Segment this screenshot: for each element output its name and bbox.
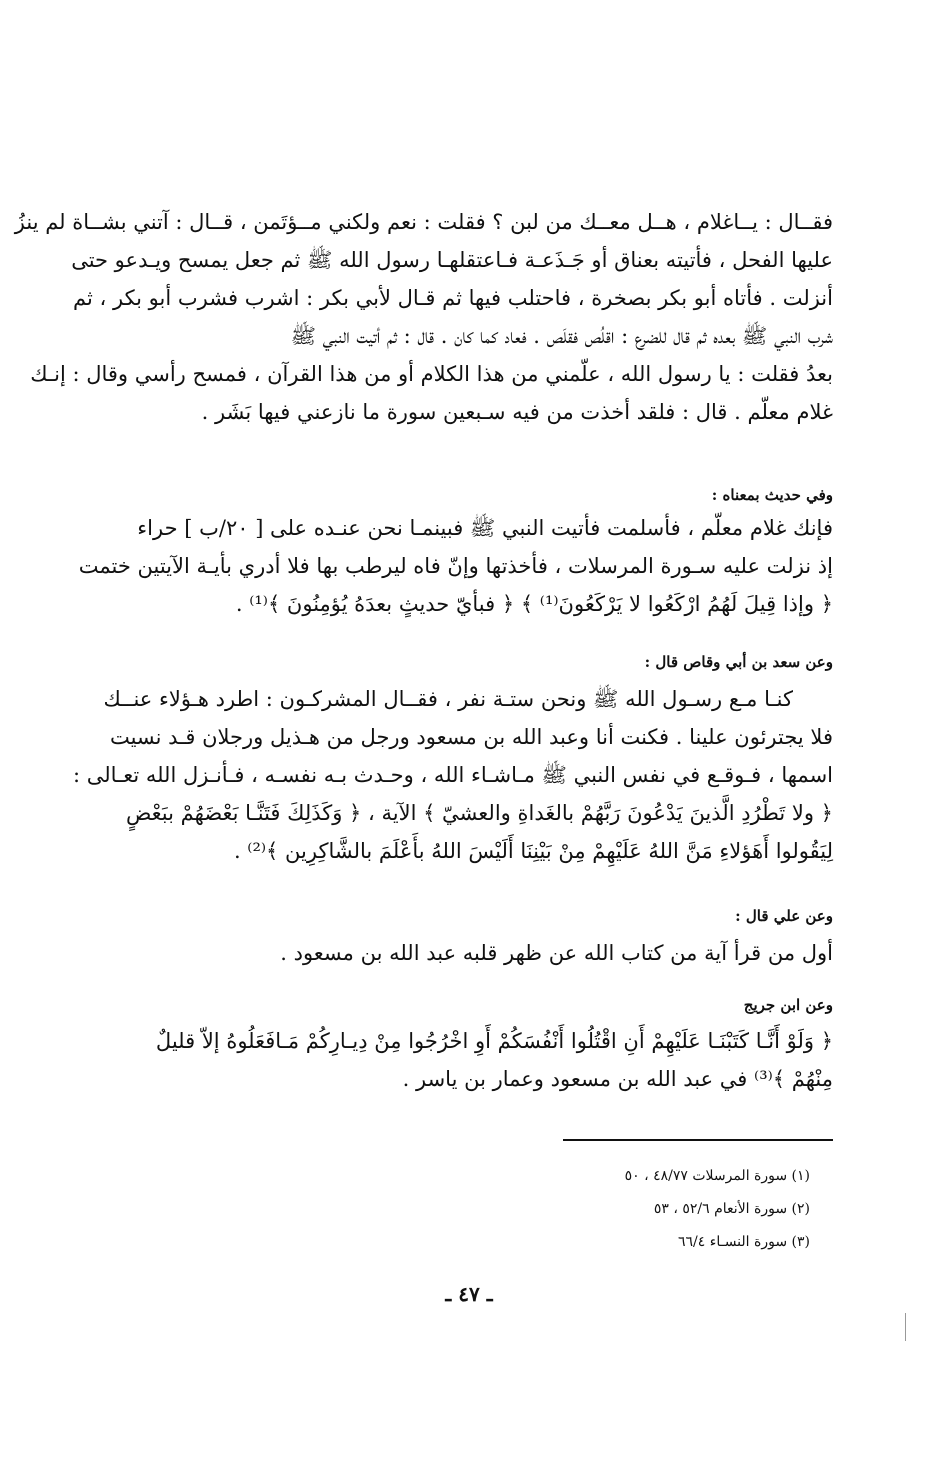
footnotes xyxy=(500,1160,810,1259)
text-line: اسمها ، فـوقـع في نفس النبي ﷺ مـاشـاء الله ، وحـدث بـه نفسـه ، فـأنـزل الله تعـالى : xyxy=(72,763,833,787)
paragraph-2 xyxy=(78,509,833,623)
text-line: أول من قرأ آية من كتاب الله عن ظهر قلبه عبد الله بن مسعود . xyxy=(280,941,833,965)
text-line: بعدُ فقلت : يا رسول الله ، علّمني من هذا الكلام أو من هذا القرآن ، فمسح رأسي وقال : إنـك xyxy=(30,362,833,386)
section-heading: وعن سعد بن أبي وقاص قال : xyxy=(644,653,833,671)
text-line: أنزلت . فأتاه أبو بكر بصخرة ، فاحتلب فيها ثم قـال لأبي بكر : اشرب فشرب أبو بكر ، ثم xyxy=(73,286,833,310)
text-line: فلا يجترئون علينا . فكنت أنا وعبد الله بن مسعود ورجل من هـذيل ورجلان قـد نسيت xyxy=(109,725,833,749)
text-line: مِنْهُمْ ﴾⁽³⁾ في عبد الله بن مسعود وعمار بن ياسر . xyxy=(402,1067,833,1091)
section-heading: وعن علي قال : xyxy=(735,907,833,925)
footnote-item: (٢) سورة الأنعام ٥٢/٦ ، ٥٣ xyxy=(653,1201,810,1217)
paragraph-4 xyxy=(158,934,833,972)
page-number: ـ ٤٧ ـ xyxy=(445,1282,493,1306)
text-line: كنـا مـع رسـول الله ﷺ ونحن ستـة نفر ، فقــال المشركـون : اطرد هـؤلاء عنــك xyxy=(103,687,793,711)
text-line: فقــال : يــاغلام ، هــل معــك من لبن ؟ فقلت : نعم ولكني مــؤتَمن ، قــال : آتني بشــاة لم ينزُ xyxy=(14,210,833,234)
text-line: ﴿ ولا تَطْرُدِ الَّذينَ يَدْعُونَ رَبَّهُمْ بالغَداةِ والعشيّ ﴾ الآية ، ﴿ وَكَذَلِكَ فَتَنَّـا بَعْضَهُمْ ببَعْضٍ xyxy=(125,801,833,825)
scan-edge-mark xyxy=(905,1313,906,1341)
footnote-divider xyxy=(563,1139,833,1141)
paragraph-1 xyxy=(14,203,833,431)
text-line: عليها الفحل ، فأتيته بعناق أو جَـذَعـة فـاعتقلهـا رسول الله ﷺ ثم جعل يمسح ويـدعو حتى xyxy=(71,248,833,272)
text-line: ﴿ وَلَوْ أَنَّـا كَتَبْنَـا عَلَيْهِمْ أَنِ اقْتُلُوا أَنْفُسَكُمْ أَوِ اخْرُجُوا مِنْ دِيـارِكُمْ مَـافَعَلُوهُ إلاّ قليلٌ xyxy=(155,1029,833,1053)
section-heading: وفي حديث بمعناه : xyxy=(711,486,833,504)
footnote-item: (٣) سورة النسـاء ٦٦/٤ xyxy=(678,1234,810,1250)
text-line: شرب النبي ﷺ بعده ثم قال للضرع : اقلُص فقلَص . فعاد كما كان . قال : ثم أتيت النبي ﷺ xyxy=(290,324,833,348)
text-line: لِيَقُولوا أَهَؤلاءِ مَنَّ اللهُ عَلَيْهِمْ مِنْ بَيْنِنَا أَلَيْسَ اللهُ بأَعْلَمَ بالشَّاكِرِين ﴾⁽²⁾ . xyxy=(233,839,833,863)
section-heading: وعن ابن جريج xyxy=(743,996,833,1014)
footnote-item: (١) سورة المرسلات ٤٨/٧٧ ، ٥٠ xyxy=(624,1168,810,1184)
text-line: فإنك غلام معلّم ، فأسلمت فأتيت النبي ﷺ فبينمـا نحن عنـده على [ ٢٠/ب ] حراء xyxy=(137,516,833,540)
paragraph-5 xyxy=(155,1022,833,1098)
paragraph-3 xyxy=(72,680,833,870)
text-line: ﴿ وإذا قِيلَ لَهُمُ ارْكَعُوا لا يَرْكَعُونَ⁽¹⁾ ﴾ ﴿ فبأيّ حديثٍ بعدَهُ يُؤمِنُونَ ﴾⁽¹⁾ . xyxy=(235,592,833,616)
text-line: إذ نزلت عليه سـورة المرسلات ، فأخذتها وإنّ فاه ليرطب بها فلا أدري بأيـة الآيتين ختمت xyxy=(78,554,833,578)
text-line: غلام معلّم . قال : فلقد أخذت من فيه سـبعين سورة ما نازعني فيها بَشَر . xyxy=(201,400,833,424)
